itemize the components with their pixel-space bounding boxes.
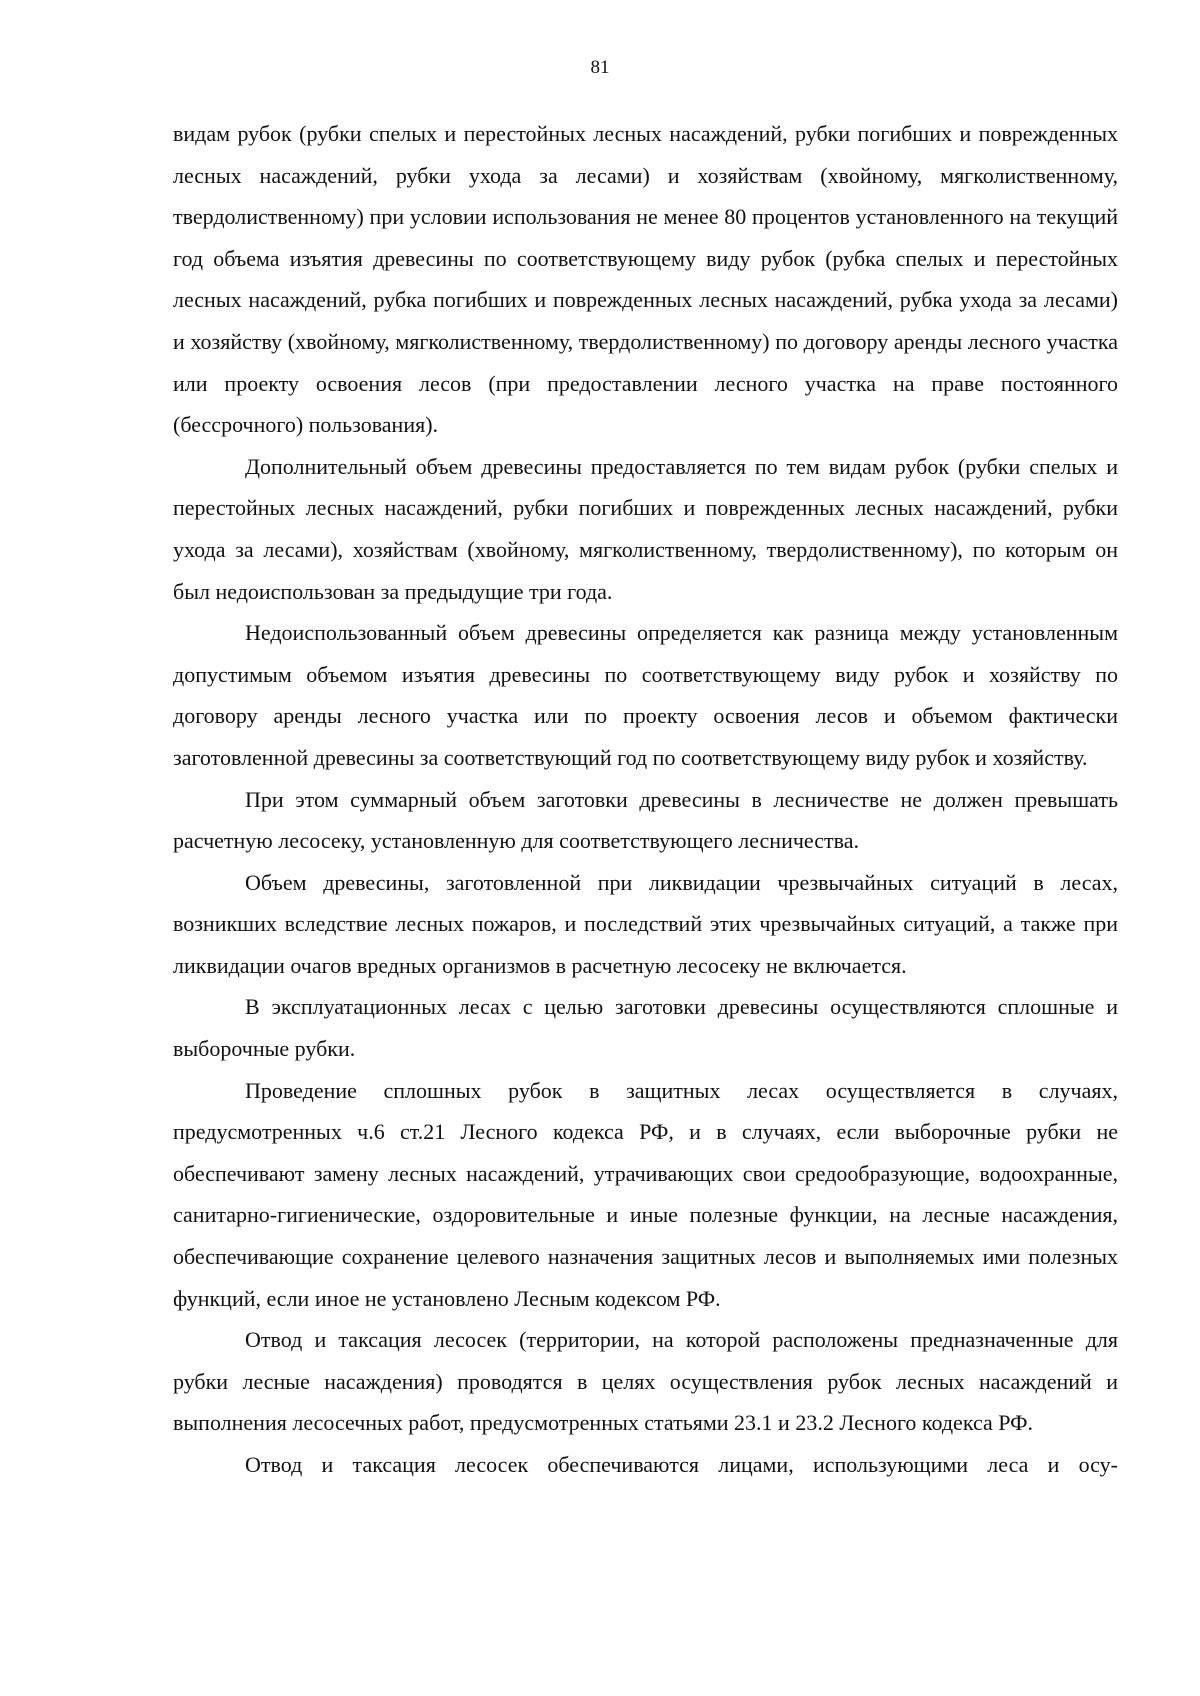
paragraph-allotment-taxation: Отвод и таксация лесосек (территории, на которой расположены предназначенные для рубки лесные насаждения) проводятся в целях осуществления рубок лесных насаждений и выполнения лесосечных работ, предусмотренных статьями 23.1 и 23.2 Лесного кодекса РФ. bbox=[173, 1327, 1118, 1436]
body-text bbox=[173, 113, 1118, 1486]
paragraph-additional-volume: Дополнительный объем древесины предоставляется по тем видам рубок (рубки спелых и перестойных лесных насаждений, рубки погибших и поврежденных лесных насаждений, рубки ухода за лесами), хозяйствам (хвойному, мягколиственному, твердолиственному), по которым он был недоиспользован за предыдущие три года. bbox=[173, 453, 1118, 604]
paragraph-exploitation-forests: В эксплуатационных лесах с целью заготовки древесины осуществляются сплошные и выборочные рубки. bbox=[173, 994, 1118, 1062]
paragraph-emergency-volume: Объем древесины, заготовленной при ликвидации чрезвычайных ситуаций в лесах, возникших вследствие лесных пожаров, и последствий этих чрезвычайных ситуаций, а также при ликвидации очагов вредных организмов в расчетную лесосеку не включается. bbox=[173, 869, 1118, 978]
paragraph-protective-forests: Проведение сплошных рубок в защитных лесах осуществляется в случаях, предусмотренных ч.6 ст.21 Лесного кодекса РФ, и в случаях, если выборочные рубки не обеспечивают замену лесных насаждений, утрачивающих свои средообразующие, водоохранные, санитарно-гигиенические, оздоровительные и иные полезные функции, на лесные насаждения, обеспечивающие сохранение целевого назначения защитных лесов и выполняемых ими полезных функций, если иное не установлено Лесным кодексом РФ. bbox=[173, 1077, 1118, 1311]
paragraph-continuation: видам рубок (рубки спелых и перестойных лесных насаждений, рубки погибших и поврежденных лесных насаждений, рубки ухода за лесами) и хозяйствам (хвойному, мягколиственному, твердолиственному) при условии использования не менее 80 процентов установленного на текущий год объема изъятия древесины по соответствующему виду рубок (рубка спелых и перестойных лесных насаждений, рубка погибших и поврежденных лесных насаждений, рубка ухода за лесами) и хозяйству (хвойному, мягколиственному, твердолиственному) по договору аренды лесного участка или проекту освоения лесов (при предоставлении лесного участка на праве постоянного (бессрочного) пользования). bbox=[173, 121, 1118, 438]
paragraph-unused-volume: Недоиспользованный объем древесины определяется как разница между установленным допустимым объемом изъятия древесины по соответствующему виду рубок и хозяйству по договору аренды лесного участка или по проекту освоения лесов и объемом фактически заготовленной древесины за соответствующий год по соответствующему виду рубок и хозяйству. bbox=[173, 620, 1118, 770]
paragraph-total-harvest: При этом суммарный объем заготовки древесины в лесничестве не должен превышать расчетную лесосеку, установленную для соответствующего лесничества. bbox=[173, 786, 1118, 854]
paragraph-allotment-providers: Отвод и таксация лесосек обеспечиваются лицами, использующими леса и осу- bbox=[245, 1452, 1118, 1477]
page-number: 81 bbox=[590, 57, 610, 78]
